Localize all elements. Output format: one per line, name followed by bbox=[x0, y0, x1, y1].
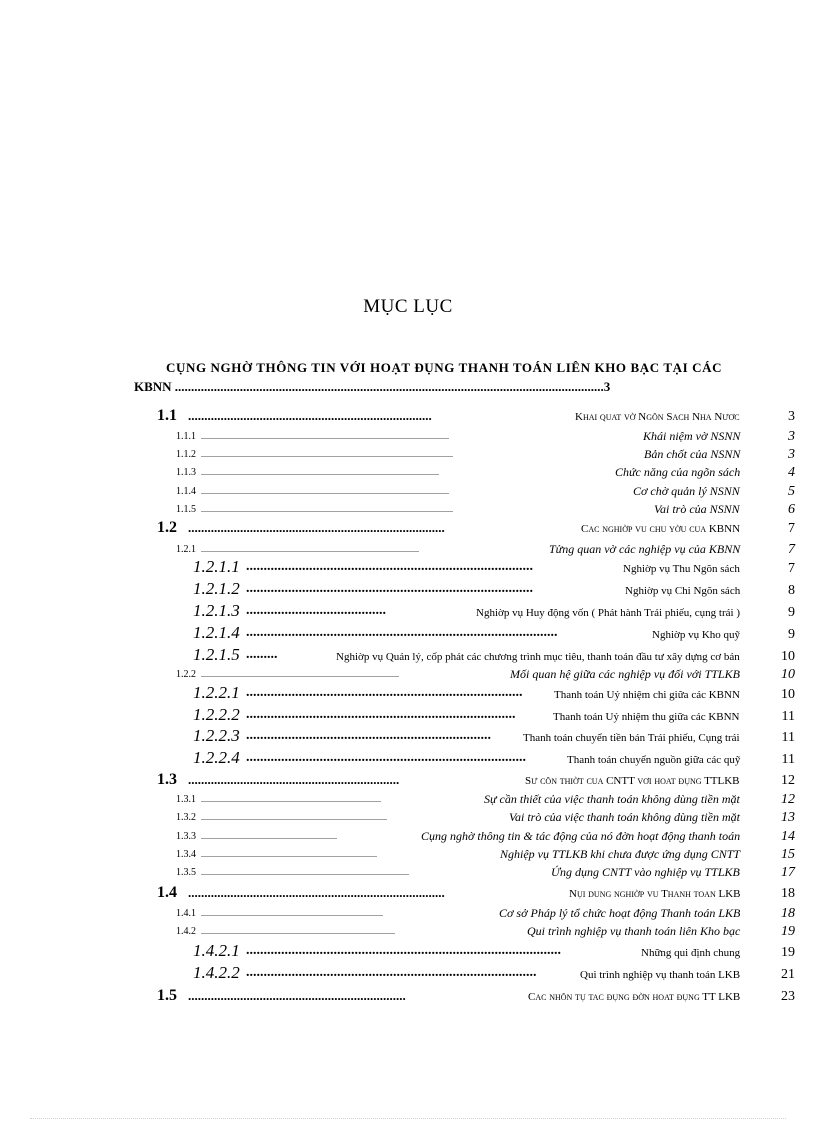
toc-entry-page-number: 12 bbox=[781, 773, 795, 788]
toc-entry-number: 1.2.1.1 bbox=[193, 560, 240, 576]
toc-entry[interactable] bbox=[0, 729, 816, 749]
toc-entry-label: Thanh toán chuyển nguồn giữa các quỹ bbox=[567, 754, 741, 766]
toc-entry-leader-dots: .................................................................................. bbox=[246, 560, 533, 574]
toc-entry-label: Thanh toán chuyển tiền bán Trái phiếu, Cụng trái bbox=[523, 732, 740, 744]
toc-entry[interactable] bbox=[0, 923, 816, 943]
toc-entry-page-number: 23 bbox=[781, 989, 795, 1004]
toc-entry[interactable] bbox=[0, 828, 816, 848]
toc-entry-page-number: 3 bbox=[788, 447, 795, 462]
toc-entry[interactable] bbox=[0, 464, 816, 484]
toc-entry[interactable] bbox=[0, 501, 816, 521]
toc-entry[interactable] bbox=[0, 686, 816, 706]
toc-entry-number: 1.1 bbox=[157, 408, 177, 424]
chapter-heading-line-1: CỤNG NGHỜ THÔNG TIN VỚI HOẠT ĐỤNG THANH TOÁN LIÊN KHO BẠC TẠI CÁC bbox=[166, 360, 723, 375]
toc-entry-label: Khai quat vờ Ngõn Sach Nha Nươc bbox=[575, 411, 740, 423]
toc-entry[interactable] bbox=[0, 483, 816, 503]
toc-entry-page-number: 19 bbox=[781, 924, 795, 939]
toc-entry-number: 1.2 bbox=[157, 520, 177, 536]
toc-entry-label: Cơ chờ quản lý NSNN bbox=[633, 484, 740, 498]
toc-entry-number: 1.4.1 bbox=[176, 908, 196, 919]
toc-entry-leader-dots: ........................................................................................... bbox=[201, 909, 383, 918]
toc-entry-leader-dots: .................................................................................. bbox=[246, 582, 533, 596]
toc-entry-leader-dots: ............................................................................................................................ bbox=[201, 432, 449, 441]
toc-entry-label: Nghiờp vụ Thu Ngõn sách bbox=[623, 563, 740, 575]
toc-entry-page-number: 13 bbox=[781, 810, 795, 825]
toc-entry-number: 1.3 bbox=[157, 772, 177, 788]
toc-entry-page-number: 8 bbox=[788, 583, 795, 598]
toc-entry-page-number: 18 bbox=[781, 906, 795, 921]
toc-entry-leader-dots: .......................................................................................... bbox=[246, 944, 561, 958]
toc-entry-number: 1.1.1 bbox=[176, 431, 196, 442]
toc-entry-leader-dots: .......................................................................................... bbox=[201, 795, 381, 804]
toc-entry-number: 1.2.2.4 bbox=[193, 751, 240, 767]
toc-entry-label: Bản chốt của NSNN bbox=[644, 447, 741, 461]
toc-entry-label: Cac nghiờp vu chu yờu cua KBNN bbox=[581, 523, 741, 535]
toc-entry-page-number: 11 bbox=[781, 752, 795, 767]
toc-entry-leader-dots: ...................................................................... bbox=[246, 729, 491, 743]
toc-entry-number: 1.1.4 bbox=[176, 486, 196, 497]
toc-entry[interactable] bbox=[0, 885, 816, 905]
toc-entry-number: 1.4 bbox=[157, 885, 177, 901]
toc-entry-number: 1.2.1.5 bbox=[193, 648, 240, 664]
toc-entry-label: Cac nhõn tụ tac đụng đờn hoat đụng TT LKB bbox=[528, 991, 741, 1003]
toc-entry-number: 1.2.1.4 bbox=[193, 626, 240, 642]
toc-entry[interactable] bbox=[0, 966, 816, 986]
toc-entry[interactable] bbox=[0, 560, 816, 580]
toc-entry-page-number: 12 bbox=[781, 792, 795, 807]
toc-entry-label: Khái niệm vờ NSNN bbox=[643, 429, 741, 443]
toc-entry-label: Vai trò của NSNN bbox=[654, 502, 740, 516]
toc-title: MỤC LỤC bbox=[363, 296, 453, 317]
toc-entry[interactable] bbox=[0, 905, 816, 925]
toc-entry-page-number: 10 bbox=[781, 687, 795, 702]
toc-entry-page-number: 10 bbox=[781, 667, 795, 682]
toc-entry[interactable] bbox=[0, 408, 816, 428]
toc-entry[interactable] bbox=[0, 772, 816, 792]
toc-entry-label: Qui trình nghiệp vụ thanh toán LKB bbox=[580, 969, 741, 981]
toc-entry-leader-dots: ......... bbox=[246, 648, 278, 662]
toc-entry-page-number: 10 bbox=[781, 649, 795, 664]
toc-entry-leader-dots: .............................................................................................................................. bbox=[201, 505, 453, 514]
toc-entry-label: Thanh toán Uỷ nhiệm thu giữa các KBNN bbox=[553, 711, 740, 723]
toc-entry-number: 1.1.3 bbox=[176, 467, 196, 478]
toc-entry-number: 1.1.2 bbox=[176, 449, 196, 460]
toc-entry-number: 1.3.1 bbox=[176, 794, 196, 805]
toc-entry-leader-dots: ................................................................................ bbox=[246, 751, 526, 765]
toc-entry-leader-dots: ............................................................................... bbox=[188, 520, 445, 535]
toc-entry-leader-dots: ........................................................................................................ bbox=[201, 868, 409, 877]
toc-entry[interactable] bbox=[0, 626, 816, 646]
toc-entry-leader-dots: ................................................................................... bbox=[246, 966, 537, 980]
toc-entry-number: 1.3.5 bbox=[176, 867, 196, 878]
toc-entry-leader-dots: .................................................................... bbox=[201, 832, 337, 841]
toc-entry[interactable] bbox=[0, 541, 816, 561]
toc-entry-page-number: 9 bbox=[788, 605, 795, 620]
toc-entry-label: Ứng dụng CNTT vào nghiệp vụ TTLKB bbox=[551, 865, 740, 879]
toc-entry-leader-dots: ....................................................................................................................... bbox=[201, 468, 439, 477]
toc-entry[interactable] bbox=[0, 428, 816, 448]
toc-entry-number: 1.2.2.3 bbox=[193, 729, 240, 745]
toc-entry-page-number: 17 bbox=[781, 865, 795, 880]
page-bottom-rule bbox=[30, 1118, 786, 1119]
toc-entry-page-number: 11 bbox=[781, 709, 795, 724]
toc-entry-number: 1.4.2.2 bbox=[193, 966, 240, 982]
toc-entry-page-number: 14 bbox=[781, 829, 795, 844]
toc-entry-label: Những qui định chung bbox=[641, 947, 741, 959]
toc-entry[interactable] bbox=[0, 604, 816, 624]
toc-entry-page-number: 4 bbox=[788, 465, 795, 480]
toc-entry-label: Nụi dung nghiờp vu Thanh toan LKB bbox=[569, 888, 741, 900]
toc-entry-number: 1.1.5 bbox=[176, 504, 196, 515]
toc-entry-leader-dots: ............................................................................. bbox=[246, 708, 516, 722]
toc-entry-leader-dots: ............................................................................................. bbox=[201, 813, 387, 822]
toc-entry-label: Tửng quan vờ các nghiệp vụ của KBNN bbox=[549, 542, 741, 556]
toc-entry-label: Thanh toán Uỷ nhiệm chi giữa các KBNN bbox=[554, 689, 740, 701]
toc-entry-leader-dots: ................................................................................................. bbox=[201, 927, 395, 936]
toc-entry-leader-dots: ............................................................................... bbox=[188, 885, 445, 900]
toc-entry[interactable] bbox=[0, 648, 816, 668]
toc-entry-leader-dots: ................................................................................................... bbox=[201, 670, 399, 679]
toc-entry-number: 1.4.2.1 bbox=[193, 944, 240, 960]
toc-entry-label: Vai trò của việc thanh toán không dùng tiền mặt bbox=[509, 810, 740, 824]
toc-entry-number: 1.4.2 bbox=[176, 926, 196, 937]
toc-entry-number: 1.5 bbox=[157, 988, 177, 1004]
toc-entry[interactable] bbox=[0, 582, 816, 602]
toc-entry-number: 1.2.1 bbox=[176, 544, 196, 555]
toc-entry-leader-dots: ................................................................. bbox=[188, 772, 400, 787]
toc-entry-label: Cơ sở Pháp lý tổ chức hoạt động Thanh toán LKB bbox=[499, 906, 741, 920]
toc-entry-label: Mối quan hệ giữa các nghiệp vụ đối với TTLKB bbox=[510, 667, 740, 681]
toc-entry[interactable] bbox=[0, 520, 816, 540]
toc-entry-leader-dots: ................................................................... bbox=[188, 988, 406, 1003]
toc-entry-number: 1.3.3 bbox=[176, 831, 196, 842]
toc-entry-label: Nghiờp vụ Chi Ngõn sách bbox=[625, 585, 741, 597]
toc-entry-label: Nghiờp vụ Kho quỹ bbox=[652, 629, 741, 641]
toc-entry-page-number: 3 bbox=[788, 429, 795, 444]
toc-entry[interactable] bbox=[0, 708, 816, 728]
toc-entry[interactable] bbox=[0, 809, 816, 829]
toc-entry-number: 1.2.1.2 bbox=[193, 582, 240, 598]
toc-entry[interactable] bbox=[0, 944, 816, 964]
toc-entry-number: 1.2.2 bbox=[176, 669, 196, 680]
toc-entry-label: Nghiệp vụ TTLKB khi chưa được ứng dụng CNTT bbox=[500, 847, 741, 861]
toc-entry-leader-dots: ......................................................................................... bbox=[246, 626, 558, 640]
toc-entry-number: 1.2.2.1 bbox=[193, 686, 240, 702]
toc-entry-label: Sự cần thiết của việc thanh toán không dùng tiền mặt bbox=[484, 792, 740, 806]
toc-entry-page-number: 7 bbox=[788, 521, 795, 536]
toc-entry-page-number: 21 bbox=[781, 967, 795, 982]
toc-entry-page-number: 6 bbox=[788, 502, 795, 517]
toc-entry-page-number: 7 bbox=[788, 542, 795, 557]
toc-entry-leader-dots: ............................................................................... bbox=[246, 686, 523, 700]
toc-entry-label: Nghiờp vụ Huy động vốn ( Phát hành Trái phiếu, cụng trái ) bbox=[476, 607, 740, 619]
toc-entry-leader-dots: ........................................................................... bbox=[188, 408, 432, 423]
toc-entry[interactable] bbox=[0, 446, 816, 466]
toc-entry-page-number: 19 bbox=[781, 945, 795, 960]
toc-entry-number: 1.3.2 bbox=[176, 812, 196, 823]
toc-entry-page-number: 7 bbox=[788, 561, 795, 576]
toc-entry-label: Chức năng của ngõn sách bbox=[615, 465, 741, 479]
toc-entry-leader-dots: ........................................................................................ bbox=[201, 850, 377, 859]
toc-entry[interactable] bbox=[0, 846, 816, 866]
toc-entry-page-number: 11 bbox=[781, 730, 795, 745]
toc-entry-page-number: 5 bbox=[788, 484, 795, 499]
toc-entry-leader-dots: .............................................................................................................................. bbox=[201, 450, 453, 459]
toc-entry-leader-dots: ........................................ bbox=[246, 604, 386, 618]
toc-entry-page-number: 15 bbox=[781, 847, 795, 862]
toc-entry-label: Cụng nghờ thông tin & tác động của nó đờn hoạt động thanh toán bbox=[421, 829, 741, 843]
toc-entry[interactable] bbox=[0, 666, 816, 686]
toc-entry-number: 1.3.4 bbox=[176, 849, 196, 860]
chapter-heading-line-2: KBNN ....................................................................................................................................3 bbox=[134, 379, 611, 394]
toc-entry-leader-dots: ............................................................................................................................ bbox=[201, 487, 449, 496]
toc-entry-label: Qui trình nghiệp vụ thanh toán liên Kho bạc bbox=[527, 924, 741, 938]
toc-entry-label: Nghiờp vụ Quản lý, cốp phát các chương trình mục tiêu, thanh toán đầu tư xây dựng cơ bản bbox=[336, 651, 740, 663]
toc-entry-page-number: 9 bbox=[788, 627, 795, 642]
toc-entry[interactable] bbox=[0, 791, 816, 811]
toc-entry-number: 1.2.1.3 bbox=[193, 604, 240, 620]
toc-entry-page-number: 18 bbox=[781, 886, 795, 901]
toc-entry-page-number: 3 bbox=[788, 409, 795, 424]
toc-entry-label: Sư cõn thiờt cua CNTT vơi hoat đụng TTLKB bbox=[525, 775, 740, 787]
toc-entry-number: 1.2.2.2 bbox=[193, 708, 240, 724]
toc-entry[interactable] bbox=[0, 988, 816, 1008]
toc-entry[interactable] bbox=[0, 864, 816, 884]
toc-entry[interactable] bbox=[0, 751, 816, 771]
toc-entry-leader-dots: ............................................................................................................. bbox=[201, 545, 419, 554]
